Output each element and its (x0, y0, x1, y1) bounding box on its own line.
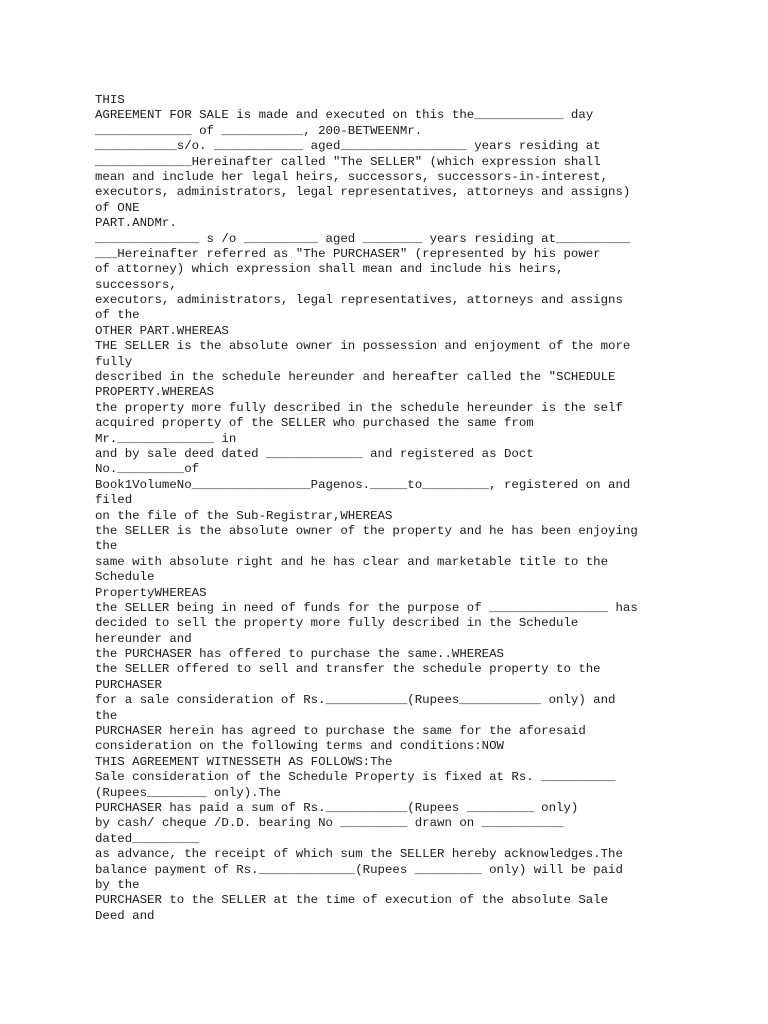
doc-line: consideration on the following terms and conditions:NOW (95, 739, 504, 754)
doc-line: AGREEMENT FOR SALE is made and executed on this the____________ day (95, 108, 594, 123)
doc-line: the property more fully described in the schedule hereunder is the self (95, 400, 623, 415)
doc-line: PropertyWHEREAS (95, 585, 207, 600)
doc-line: same with absolute right and he has clear and marketable title to the (95, 554, 609, 569)
doc-line: No._________of (95, 462, 200, 477)
doc-line: executors, administrators, legal representatives, attorneys and assigns (95, 293, 623, 308)
doc-line: _____________Hereinafter called "The SELLER" (which expression shall (95, 154, 601, 169)
doc-line: the (95, 708, 118, 723)
doc-line: by the (95, 877, 140, 892)
doc-line: PART.ANDMr. (95, 216, 177, 231)
doc-line: PURCHASER has paid a sum of Rs.___________(Rupees _________ only) (95, 800, 579, 815)
doc-line: for a sale consideration of Rs.___________(Rupees___________ only) and (95, 693, 616, 708)
doc-line: balance payment of Rs._____________(Rupees _________ only) will be paid (95, 862, 623, 877)
doc-line: of ONE (95, 200, 140, 215)
doc-line: the SELLER offered to sell and transfer the schedule property to the (95, 662, 601, 677)
doc-line: ______________ s /o __________ aged ________ years residing at__________ (95, 231, 631, 246)
doc-line: Deed and (95, 908, 155, 923)
doc-line: the PURCHASER has offered to purchase the same..WHEREAS (95, 647, 504, 662)
doc-line: Schedule (95, 570, 155, 585)
doc-line: by cash/ cheque /D.D. bearing No _________ drawn on ___________ (95, 816, 564, 831)
doc-line: ___________s/o. ____________ aged_________________ years residing at (95, 139, 601, 154)
doc-line: decided to sell the property more fully described in the Schedule (95, 616, 579, 631)
agreement-for-sale-text (95, 93, 735, 924)
doc-line: Mr._____________ in (95, 431, 237, 446)
doc-line: acquired property of the SELLER who purchased the same from (95, 416, 534, 431)
doc-line: as advance, the receipt of which sum the SELLER hereby acknowledges.The (95, 847, 623, 862)
doc-line: the (95, 539, 118, 554)
doc-line: OTHER PART.WHEREAS (95, 323, 229, 338)
doc-line: _____________ of ___________, 200-BETWEENMr. (95, 123, 423, 138)
doc-line: filed (95, 493, 133, 508)
doc-line: on the file of the Sub-Registrar,WHEREAS (95, 508, 393, 523)
doc-line: of attorney) which expression shall mean and include his heirs, (95, 262, 564, 277)
doc-line: successors, (95, 277, 177, 292)
doc-line: Book1VolumeNo________________Pagenos._____to_________, registered on and (95, 477, 631, 492)
doc-line: Sale consideration of the Schedule Property is fixed at Rs. __________ (95, 770, 616, 785)
doc-line: ___Hereinafter referred as "The PURCHASER" (represented by his power (95, 246, 601, 261)
doc-line: dated_________ (95, 831, 200, 846)
doc-line: and by sale deed dated _____________ and registered as Doct (95, 446, 534, 461)
doc-line: THIS (95, 93, 125, 107)
doc-line: executors, administrators, legal representatives, attorneys and assigns) (95, 185, 631, 200)
doc-line: hereunder and (95, 631, 192, 646)
doc-line: THIS AGREEMENT WITNESSETH AS FOLLOWS:The (95, 754, 393, 769)
doc-line: mean and include her legal heirs, successors, successors-in-interest, (95, 169, 609, 184)
doc-line: PROPERTY.WHEREAS (95, 385, 214, 400)
doc-line: (Rupees________ only).The (95, 785, 281, 800)
doc-line: PURCHASER herein has agreed to purchase the same for the aforesaid (95, 724, 586, 739)
doc-line: the SELLER is the absolute owner of the property and he has been enjoying (95, 523, 638, 538)
doc-line: fully (95, 354, 133, 369)
doc-line: PURCHASER (95, 677, 162, 692)
doc-line: of the (95, 308, 140, 323)
doc-line: described in the schedule hereunder and hereafter called the "SCHEDULE (95, 370, 616, 385)
doc-line: PURCHASER to the SELLER at the time of execution of the absolute Sale (95, 893, 609, 908)
doc-line: the SELLER being in need of funds for the purpose of ________________ has (95, 600, 638, 615)
doc-line: THE SELLER is the absolute owner in possession and enjoyment of the more (95, 339, 631, 354)
